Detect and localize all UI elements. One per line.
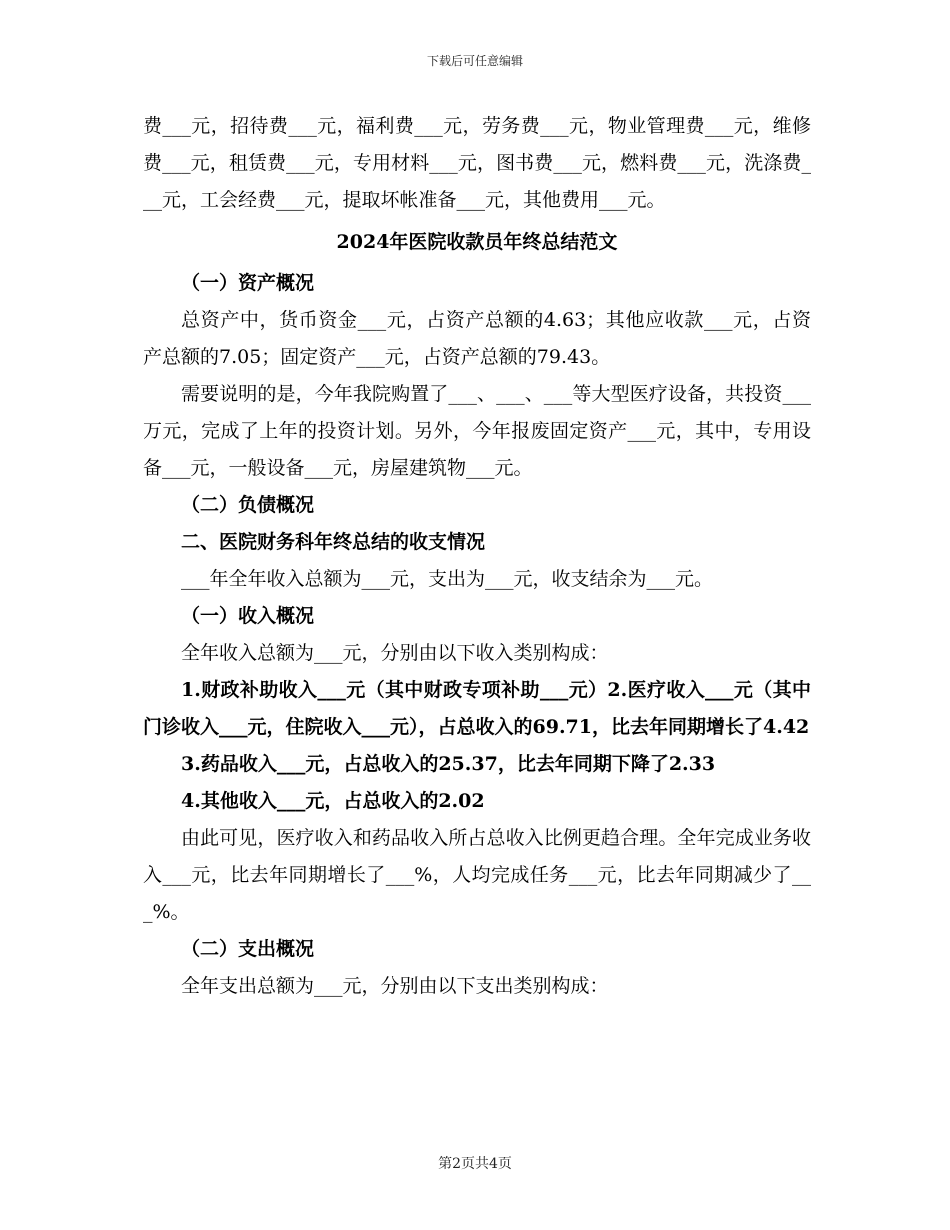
document-title: 2024年医院收款员年终总结范文 <box>336 231 618 253</box>
heading-income-expense-section: 二、医院财务科年终总结的收支情况 <box>181 531 486 553</box>
paragraph-annual-summary: ___年全年收入总额为___元，支出为___元，收支结余为___元。 <box>181 568 714 590</box>
income-item-1-2: 1.财政补助收入___元（其中财政专项补助___元）2.医疗收入___元（其中门诊收入___元，住院收入___元），占总收入的69.71，比去年同期增长了4.42 <box>143 679 811 738</box>
page-header: 下载后可任意编辑 <box>426 54 523 68</box>
income-item-3: 3.药品收入___元，占总收入的25.37，比去年同期下降了2.33 <box>181 753 716 775</box>
paragraph-expense-intro: 全年支出总额为___元，分别由以下支出类别构成： <box>181 975 609 997</box>
paragraph-income-intro: 全年收入总额为___元，分别由以下收入类别构成： <box>181 642 609 664</box>
page-footer: 第2页共4页 <box>438 1156 512 1172</box>
heading-assets-overview: （一）资产概况 <box>181 272 315 294</box>
paragraph-income-analysis: 由此可见，医疗收入和药品收入所占总收入比例更趋合理。全年完成业务收入___元，比去年同期增长了___%，人均完成任务___元，比去年同期减少了___%。 <box>143 827 811 923</box>
document-body <box>143 108 811 1005</box>
paragraph-expense-items: 费___元，招待费___元，福利费___元，劳务费___元，物业管理费___元，维修费___元，租赁费___元，专用材料___元，图书费___元，燃料费___元，洗涤费___元，工会经费___元，提取坏帐准备___元，其他费用___元。 <box>143 115 811 211</box>
paragraph-assets: 总资产中，货币资金___元，占资产总额的4.63；其他应收款___元，占资产总额的7.05；固定资产___元，占资产总额的79.43。 <box>143 309 811 368</box>
heading-income-overview: （一）收入概况 <box>181 605 315 627</box>
income-item-4: 4.其他收入___元，占总收入的2.02 <box>181 790 485 812</box>
heading-expense-overview: （二）支出概况 <box>181 938 315 960</box>
paragraph-equipment: 需要说明的是，今年我院购置了___、___、___等大型医疗设备，共投资___万元，完成了上年的投资计划。另外，今年报废固定资产___元，其中，专用设备___元，一般设备___元，房屋建筑物___元。 <box>143 383 811 479</box>
heading-liabilities-overview: （二）负债概况 <box>181 494 315 516</box>
